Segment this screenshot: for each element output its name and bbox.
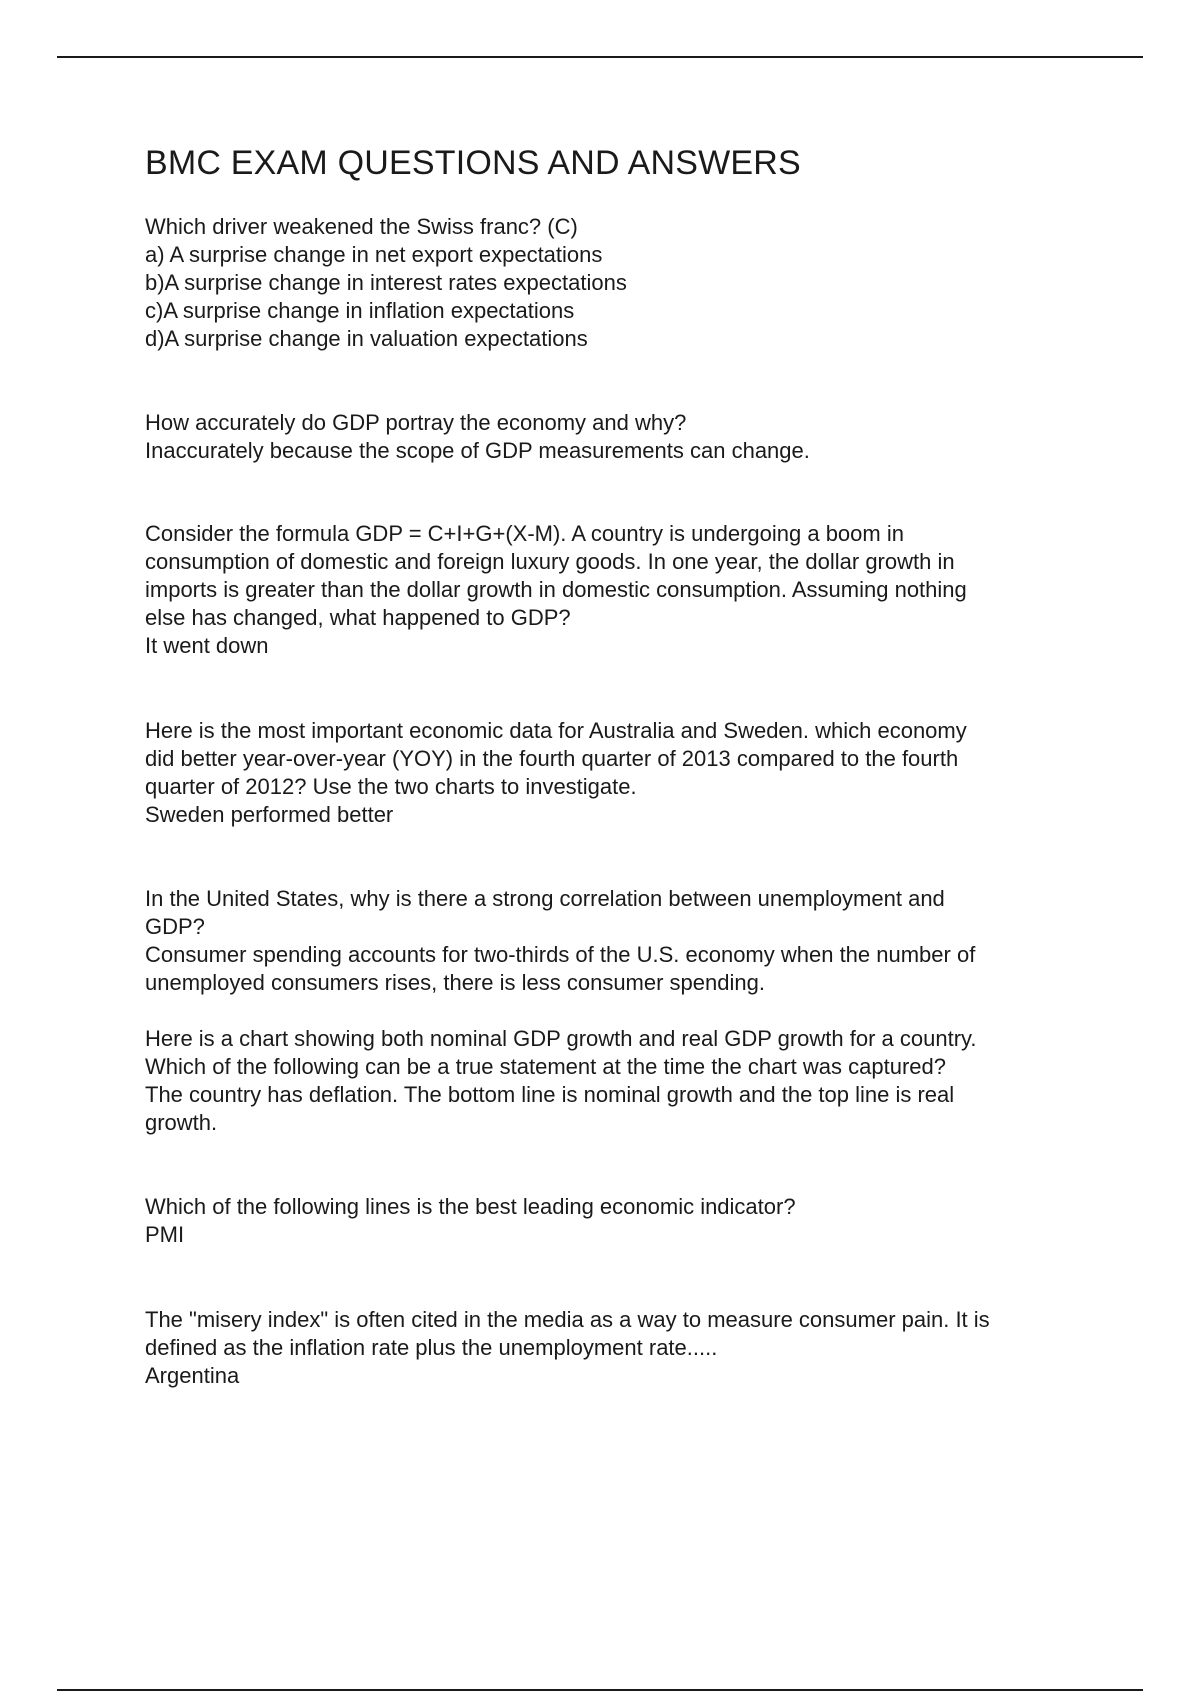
question-line: imports is greater than the dollar growth in domestic consumption. Assuming nothing: [145, 577, 967, 602]
question-line: Consider the formula GDP = C+I+G+(X-M). A country is undergoing a boom in: [145, 521, 904, 546]
answer-line: unemployed consumers rises, there is less consumer spending.: [145, 970, 765, 995]
qa-block-misery-index: [145, 1306, 1085, 1390]
document-body: [145, 143, 1085, 1390]
document-title: BMC EXAM QUESTIONS AND ANSWERS: [145, 144, 801, 182]
answer-text: PMI: [145, 1222, 185, 1247]
question-line: The "misery index" is often cited in the media as a way to measure consumer pain. It is: [145, 1307, 990, 1332]
question-text: Which driver weakened the Swiss franc? (C): [145, 214, 578, 239]
question-line: In the United States, why is there a strong correlation between unemployment and: [145, 886, 945, 911]
answer-text: Sweden performed better: [145, 802, 394, 827]
question-line: consumption of domestic and foreign luxury goods. In one year, the dollar growth in: [145, 549, 955, 574]
qa-block-australia-sweden: [145, 717, 1085, 829]
answer-text: Inaccurately because the scope of GDP measurements can change.: [145, 438, 810, 463]
question-text: Which of the following lines is the best leading economic indicator?: [145, 1194, 796, 1219]
question-line: GDP?: [145, 914, 205, 939]
question-line: Here is the most important economic data for Australia and Sweden. which economy: [145, 718, 967, 743]
question-text: How accurately do GDP portray the economy and why?: [145, 410, 687, 435]
answer-text: It went down: [145, 633, 269, 658]
question-line: quarter of 2012? Use the two charts to investigate.: [145, 774, 637, 799]
question-line: Which of the following can be a true statement at the time the chart was captured?: [145, 1054, 946, 1079]
option-c: c)A surprise change in inflation expectations: [145, 298, 575, 323]
bottom-rule: [57, 1689, 1143, 1691]
qa-block-gdp-formula: [145, 520, 1085, 660]
question-line: Here is a chart showing both nominal GDP growth and real GDP growth for a country.: [145, 1026, 977, 1051]
qa-block-gdp-accuracy: [145, 409, 1085, 465]
qa-block-nominal-real-gdp: [145, 1025, 1085, 1137]
option-d: d)A surprise change in valuation expectations: [145, 326, 588, 351]
qa-block-leading-indicator: [145, 1193, 1085, 1249]
qa-block-swiss-franc: [145, 213, 1085, 353]
answer-line: Consumer spending accounts for two-thirds of the U.S. economy when the number of: [145, 942, 976, 967]
question-line: defined as the inflation rate plus the unemployment rate.....: [145, 1335, 718, 1360]
option-a: a) A surprise change in net export expectations: [145, 242, 603, 267]
answer-text: Argentina: [145, 1363, 240, 1388]
answer-line: The country has deflation. The bottom line is nominal growth and the top line is real: [145, 1082, 955, 1107]
qa-block-unemployment-gdp: [145, 885, 1085, 997]
top-rule: [57, 56, 1143, 58]
option-b: b)A surprise change in interest rates expectations: [145, 270, 627, 295]
answer-line: growth.: [145, 1110, 218, 1135]
question-line: else has changed, what happened to GDP?: [145, 605, 571, 630]
question-line: did better year-over-year (YOY) in the fourth quarter of 2013 compared to the fourth: [145, 746, 959, 771]
